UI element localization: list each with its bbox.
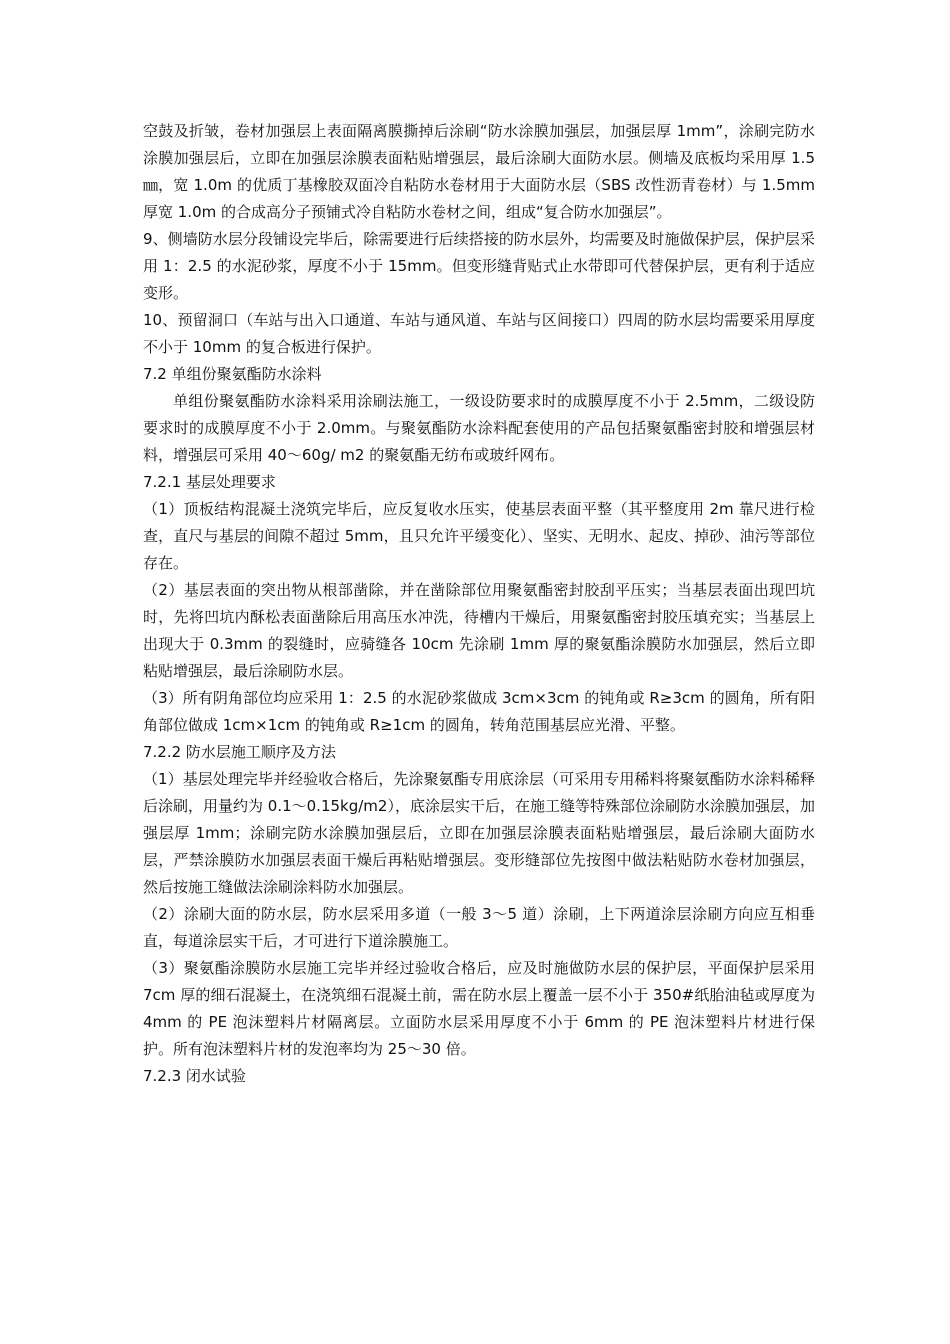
section-heading-7-2-1: 7.2.1 基层处理要求 <box>143 473 276 491</box>
paragraph-construction-2: （2）涂刷大面的防水层，防水层采用多道（一般 3～5 道）涂刷，上下两道涂层涂刷方向应互相垂直，每道涂层实干后，才可进行下道涂膜施工。 <box>143 905 815 950</box>
section-heading-7-2-3: 7.2.3 闭水试验 <box>143 1067 246 1085</box>
paragraph-item-9-side-wall-protection: 9、侧墙防水层分段铺设完毕后，除需要进行后续搭接的防水层外，均需要及时施做保护层，保护层采用 1：2.5 的水泥砂浆，厚度不小于 15mm。但变形缝背贴式止水带即可代替保护层，更有利于适应变形。 <box>143 230 815 302</box>
section-heading-7-2-2: 7.2.2 防水层施工顺序及方法 <box>143 743 336 761</box>
paragraph-base-treatment-3: （3）所有阴角部位均应采用 1：2.5 的水泥砂浆做成 3cm×3cm 的钝角或 R≥3cm 的圆角，所有阳角部位做成 1cm×1cm 的钝角或 R≥1cm 的圆角，转角范围基层应光滑、平整。 <box>143 689 815 734</box>
paragraph-composite-reinforcement: 空鼓及折皱，卷材加强层上表面隔离膜撕掉后涂刷“防水涂膜加强层，加强层厚 1mm”，涂刷完防水涂膜加强层后，立即在加强层涂膜表面粘贴增强层，最后涂刷大面防水层。侧墙及底板均采用厚 1.5 ㎜，宽 1.0m 的优质丁基橡胶双面冷自粘防水卷材用于大面防水层（SBS 改性沥青卷材）与 1.5mm 厚宽 1.0m 的合成高分子预铺式冷自粘防水卷材之间，组成“复合防水加强层”。 <box>143 122 815 221</box>
document-body <box>143 118 815 1090</box>
paragraph-polyurethane-intro: 单组份聚氨酯防水涂料采用涂刷法施工，一级设防要求时的成膜厚度不小于 2.5mm，二级设防要求时的成膜厚度不小于 2.0mm。与聚氨酯防水涂料配套使用的产品包括聚氨酯密封胶和增强层材料，增强层可采用 40～60g/ m2 的聚氨酯无纺布或玻纤网布。 <box>143 392 815 464</box>
paragraph-construction-3: （3）聚氨酯涂膜防水层施工完毕并经过验收合格后，应及时施做防水层的保护层，平面保护层采用 7cm 厚的细石混凝土，在浇筑细石混凝土前，需在防水层上覆盖一层不小于 350#纸胎油毡或厚度为 4mm 的 PE 泡沫塑料片材隔离层。立面防水层采用厚度不小于 6mm 的 PE 泡沫塑料片材进行保护。所有泡沫塑料片材的发泡率均为 25～30 倍。 <box>143 959 815 1058</box>
paragraph-base-treatment-1: （1）顶板结构混凝土浇筑完毕后，应反复收水压实，使基层表面平整（其平整度用 2m 靠尺进行检查，直尺与基层的间隙不超过 5mm，且只允许平缓变化）、坚实、无明水、起皮、掉砂、油污等部位存在。 <box>143 500 815 572</box>
paragraph-item-10-reserved-openings: 10、预留洞口（车站与出入口通道、车站与通风道、车站与区间接口）四周的防水层均需要采用厚度不小于 10mm 的复合板进行保护。 <box>143 311 815 356</box>
section-heading-7-2: 7.2 单组份聚氨酯防水涂料 <box>143 365 322 383</box>
paragraph-base-treatment-2: （2）基层表面的突出物从根部凿除，并在凿除部位用聚氨酯密封胶刮平压实；当基层表面出现凹坑时，先将凹坑内酥松表面凿除后用高压水冲洗，待槽内干燥后，用聚氨酯密封胶压填充实；当基层上出现大于 0.3mm 的裂缝时，应骑缝各 10cm 先涂刷 1mm 厚的聚氨酯涂膜防水加强层，然后立即粘贴增强层，最后涂刷防水层。 <box>143 581 815 680</box>
paragraph-construction-1: （1）基层处理完毕并经验收合格后，先涂聚氨酯专用底涂层（可采用专用稀料将聚氨酯防水涂料稀释后涂刷，用量约为 0.1～0.15kg/m2），底涂层实干后，在施工缝等特殊部位涂刷防水涂膜加强层，加强层厚 1mm；涂刷完防水涂膜加强层后，立即在加强层涂膜表面粘贴增强层，最后涂刷大面防水层，严禁涂膜防水加强层表面干燥后再粘贴增强层。变形缝部位先按图中做法粘贴防水卷材加强层，然后按施工缝做法涂刷涂料防水加强层。 <box>143 770 815 896</box>
